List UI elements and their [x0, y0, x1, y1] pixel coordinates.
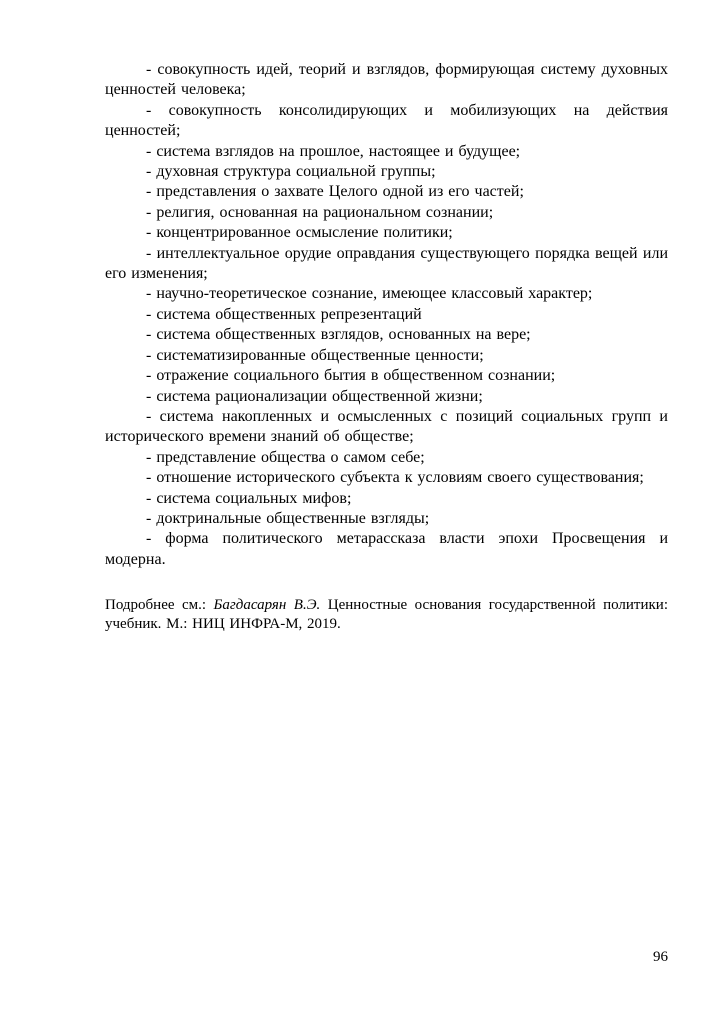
list-item: - система общественных репрезентаций [146, 305, 422, 323]
list-item: - доктринальные общественные взгляды; [146, 509, 430, 527]
list-item: - система общественных взглядов, основанных на вере; [146, 326, 531, 344]
list-item: - представления о захвате Целого одной из его частей; [146, 183, 524, 201]
list-item: - научно-теоретическое сознание, имеющее классовый характер; [146, 285, 593, 303]
list-item: - духовная структура социальной группы; [146, 163, 436, 181]
list-item: - система социальных мифов; [146, 489, 352, 507]
reference-text: Ценностные основания государственной политики: учебник. М.: НИЦ ИНФРА-М, 2019. [105, 597, 668, 633]
list-item: - религия, основанная на рациональном сознании; [146, 203, 494, 221]
list-item: - представление общества о самом себе; [146, 448, 425, 466]
list-item: - совокупность консолидирующих и мобилизующих на действия ценностей; [105, 101, 668, 140]
list-item: - совокупность идей, теорий и взглядов, формирующая систему духовных ценностей человека; [105, 61, 668, 99]
list-item: - интеллектуальное орудие оправдания существующего порядка вещей или его изменения; [105, 244, 668, 283]
definition-list [105, 60, 668, 570]
list-item: - отношение исторического субъекта к условиям своего существования; [146, 469, 644, 487]
list-item: - систематизированные общественные ценности; [146, 346, 484, 364]
reference-prefix: Подробнее см.: [105, 597, 214, 614]
reference-author: Багдасарян В.Э. [213, 597, 321, 614]
list-item: - система взглядов на прошлое, настоящее и будущее; [146, 142, 521, 160]
page-number: 96 [653, 949, 668, 965]
list-item: - форма политического метарассказа власти эпохи Просвещения и модерна. [105, 530, 668, 568]
list-item: - концентрированное осмысление политики; [146, 224, 453, 242]
reference-note [105, 596, 668, 634]
list-item: - система рационализации общественной жизни; [146, 387, 483, 405]
list-item: - отражение социального бытия в общественном сознании; [146, 367, 556, 385]
list-item: - система накопленных и осмысленных с позиций социальных групп и исторического времени знаний об обществе; [105, 407, 668, 446]
